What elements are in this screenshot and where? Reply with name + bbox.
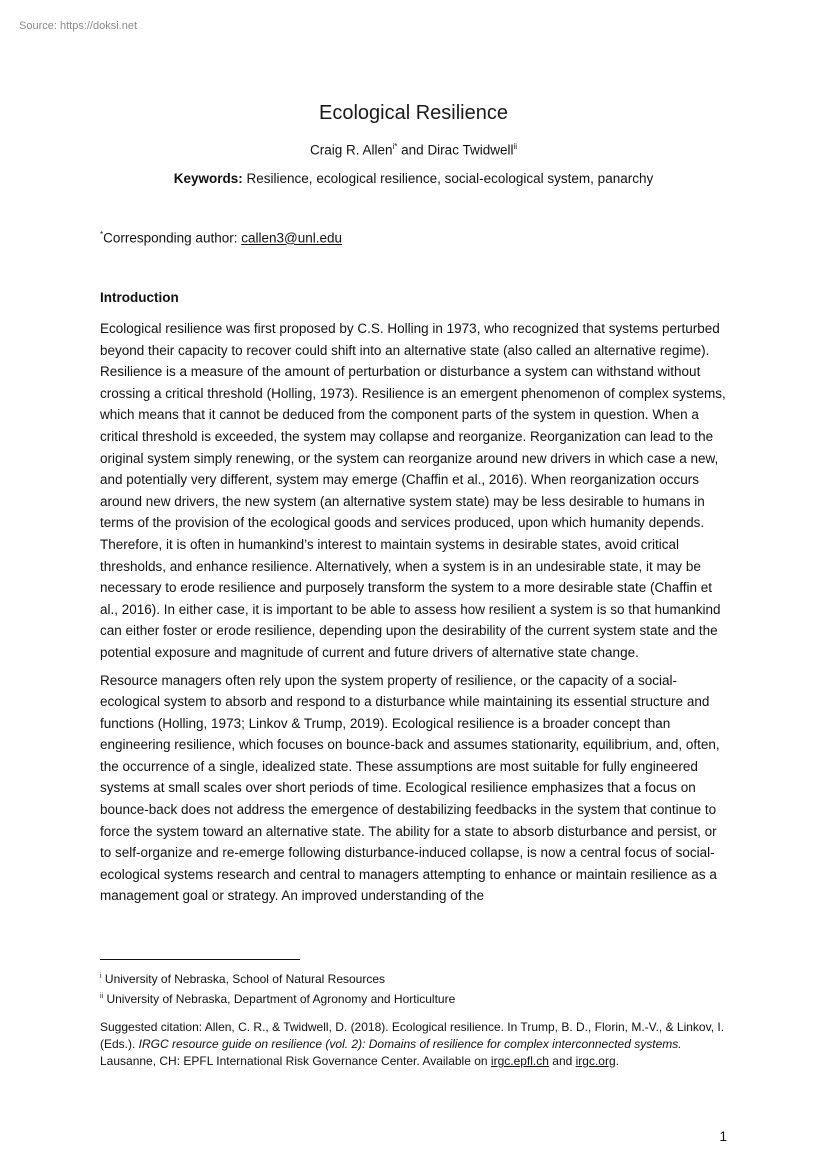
footnote-2 xyxy=(100,988,455,1008)
footnote-2-text: University of Nebraska, Department of Agronomy and Horticulture xyxy=(103,992,456,1006)
suggested-citation xyxy=(100,1019,728,1070)
author-line xyxy=(0,142,827,158)
footnote-1 xyxy=(100,968,455,988)
footnote-1-marker: i xyxy=(100,973,102,980)
section-heading-introduction: Introduction xyxy=(100,290,179,305)
author-1-affiliation-marker: i* xyxy=(392,142,398,151)
citation-end: . xyxy=(615,1054,619,1068)
keywords-text: Resilience, ecological resilience, social-ecological system, panarchy xyxy=(242,171,654,186)
citation-link-irgc-org[interactable]: irgc.org xyxy=(575,1054,616,1068)
paragraph-2: Resource managers often rely upon the system property of resilience, or the capacity of a social-ecological system to absorb and respond to a disturbance while maintaining its essential structure and functions (Holling, 1973; Linkov & Trump, 2019). Ecological resilience is a broader concept than engineering resilience, which focuses on bounce-back and assumes stationarity, equilibrium, and, often, the occurrence of a single, idealized state. These assumptions are most suitable for fully engineered systems at small scales over short periods of time. Ecological resilience emphasizes that a focus on bounce-back does not address the emergence of destabilizing feedbacks in the system that continue to force the system toward an alternative state. The ability for a state to absorb disturbance and persist, or to self-organize and re-emerge following disturbance-induced collapse, is now a central focus of social-ecological systems research and central to managers attempting to enhance or maintain resilience as a management goal or strategy. An improved understanding of the xyxy=(100,672,720,904)
citation-text-2: Lausanne, CH: EPFL International Risk Governance Center. Available on xyxy=(100,1054,491,1068)
author-1: Craig R. Allen xyxy=(309,142,393,158)
author-2: Dirac Twidwell xyxy=(427,142,514,158)
corresponding-label: Corresponding author: xyxy=(103,230,242,246)
corresponding-email-link[interactable]: callen3@unl.edu xyxy=(241,230,342,246)
footnote-1-text: University of Nebraska, School of Natural Resources xyxy=(101,972,386,986)
paper-title: Ecological Resilience xyxy=(319,102,508,124)
citation-link-irgc-epfl[interactable]: irgc.epfl.ch xyxy=(490,1054,549,1068)
author-2-affiliation-marker: ii xyxy=(513,142,518,151)
citation-italic-title: IRGC resource guide on resilience (vol. 2): Domains of resilience for complex interconnected systems. xyxy=(138,1037,682,1051)
page-number: 1 xyxy=(719,1129,727,1144)
footnote-2-marker: ii xyxy=(100,993,104,1000)
introduction-body xyxy=(100,318,728,913)
citation-text-1: Suggested citation: Allen, C. R., & Twidwell, D. (2018). Ecological resilience. In Trump, B. D., Florin, M.-V., & Linkov, I. (Eds.). xyxy=(100,1020,725,1051)
paragraph-1: Ecological resilience was first proposed by C.S. Holling in 1973, who recognized that systems perturbed beyond their capacity to recover could shift into an alternative state (also called an alternative regime). Resilience is a measure of the amount of perturbation or disturbance a system can withstand without crossing a critical threshold (Holling, 1973). Resilience is an emergent phenomenon of complex systems, which means that it cannot be deduced from the component parts of the system in question. When a critical threshold is exceeded, the system may collapse and reorganize. Reorganization can lead to the original system simply renewing, or the system can reorganize around new drivers in which case a new, and potentially very different, system may emerge (Chaffin et al., 2016). When reorganization occurs around new drivers, the new system (an alternative system state) may be less desirable to humans in terms of the provision of the ecological goods and services produced, upon which humanity depends. Therefore, it is often in humankind’s interest to maintain systems in desirable states, avoid critical thresholds, and enhance resilience. Alternatively, when a system is in an undesirable state, it may be necessary to erode resilience and purposely transform the system to a more desirable state (Chaffin et al., 2016). In either case, it is important to be able to assess how resilient a system is so that humankind can either foster or erode resilience, depending upon the desirability of the current system state and the potential exposure and magnitude of current and future drivers of alternative state change. xyxy=(100,321,726,660)
source-watermark: Source: https://doksi.net xyxy=(19,20,138,32)
citation-and: and xyxy=(548,1054,576,1068)
footnotes xyxy=(100,968,455,1008)
keywords-label: Keywords: xyxy=(173,171,243,186)
keywords-line xyxy=(0,171,827,186)
corresponding-marker: * xyxy=(100,230,104,239)
footnote-divider xyxy=(100,959,300,960)
author-conjunction: and xyxy=(397,142,428,158)
corresponding-author xyxy=(100,230,342,246)
